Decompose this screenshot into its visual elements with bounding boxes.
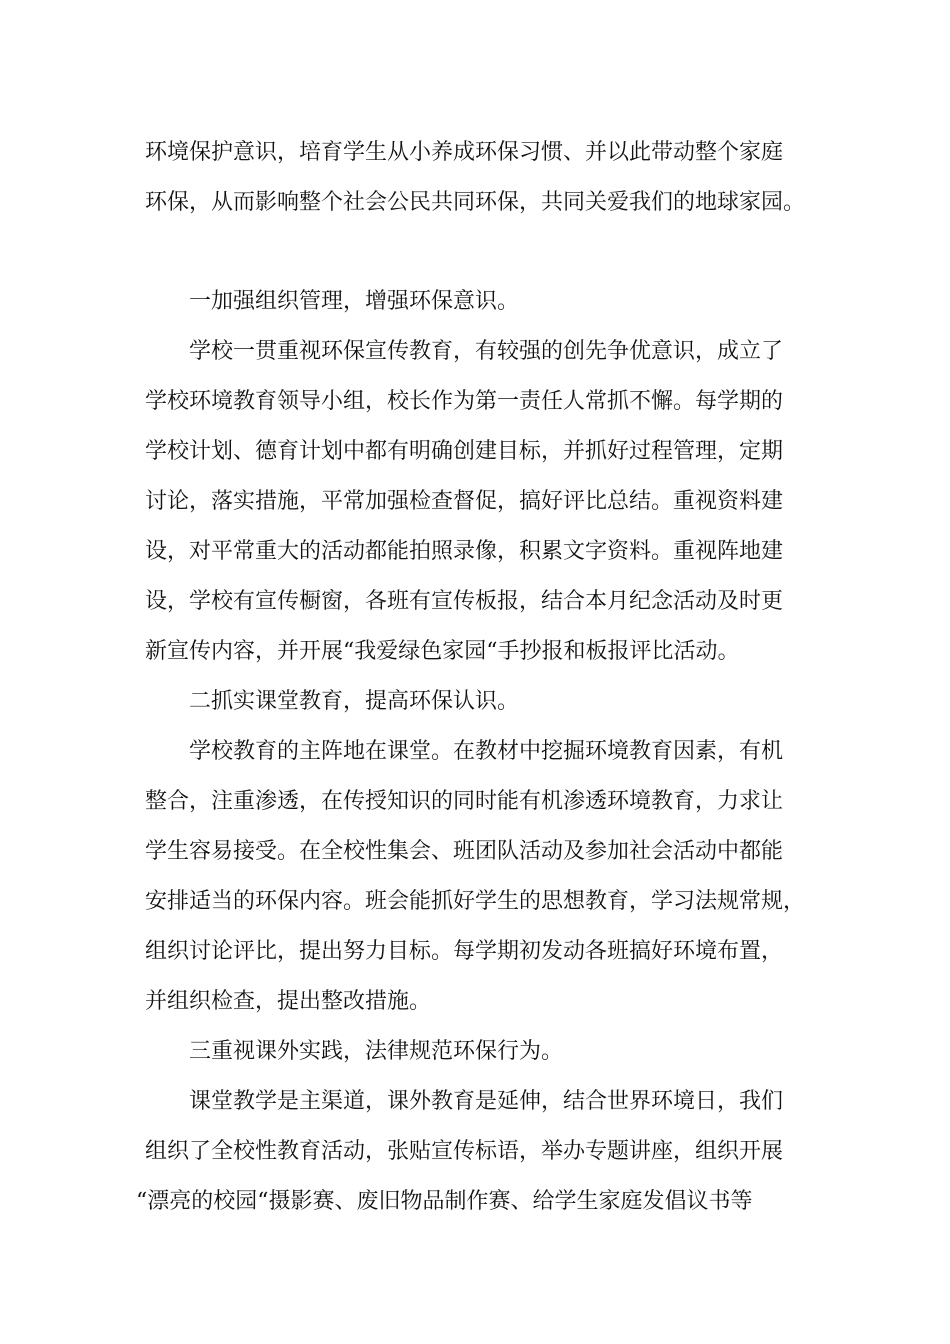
text-line: 设，学校有宣传橱窗，各班有宣传板报，结合本月纪念活动及时更 (145, 589, 784, 614)
section-heading: 三重视课外实践，法律规范环保行为。 (189, 1039, 564, 1064)
text-line: 学生容易接受。在全校性集会、班团队活动及参加社会活动中都能 (145, 839, 784, 864)
text-line: 组织了全校性教育活动，张贴宣传标语，举办专题讲座，组织开展 (145, 1139, 784, 1164)
section-heading: 一加强组织管理，增强环保意识。 (189, 289, 520, 314)
text-line: 组织讨论评比，提出努力目标。每学期初发动各班搞好环境布置， (145, 939, 784, 964)
text-line: 新宣传内容，并开展“我爱绿色家园“手抄报和板报评比活动。 (145, 639, 740, 664)
text-line: 学校一贯重视环保宣传教育，有较强的创先争优意识，成立了 (189, 339, 784, 364)
text-line: 环境保护意识，培育学生从小养成环保习惯、并以此带动整个家庭 (145, 140, 784, 165)
text-line: 课堂教学是主渠道，课外教育是延伸，结合世界环境日，我们 (189, 1089, 784, 1114)
text-line: 学校教育的主阵地在课堂。在教材中挖掘环境教育因素，有机 (189, 739, 784, 764)
text-line: 讨论，落实措施，平常加强检查督促，搞好评比总结。重视资料建 (145, 489, 784, 514)
text-line: 学校环境教育领导小组，校长作为第一责任人常抓不懈。每学期的 (145, 389, 784, 414)
text-line: 安排适当的环保内容。班会能抓好学生的思想教育，学习法规常规， (145, 889, 806, 914)
text-line: 并组织检查，提出整改措施。 (145, 989, 432, 1014)
text-line: 整合，注重渗透，在传授知识的同时能有机渗透环境教育，力求让 (145, 789, 784, 814)
text-line: “漂亮的校园“摄影赛、废旧物品制作赛、给学生家庭发倡议书等 (136, 1189, 753, 1214)
text-line: 学校计划、德育计划中都有明确创建目标，并抓好过程管理，定期 (145, 439, 784, 464)
section-heading: 二抓实课堂教育，提高环保认识。 (189, 689, 520, 714)
text-line: 设，对平常重大的活动都能拍照录像，积累文字资料。重视阵地建 (145, 539, 784, 564)
text-line: 环保，从而影响整个社会公民共同环保，共同关爱我们的地球家园。 (145, 190, 806, 215)
